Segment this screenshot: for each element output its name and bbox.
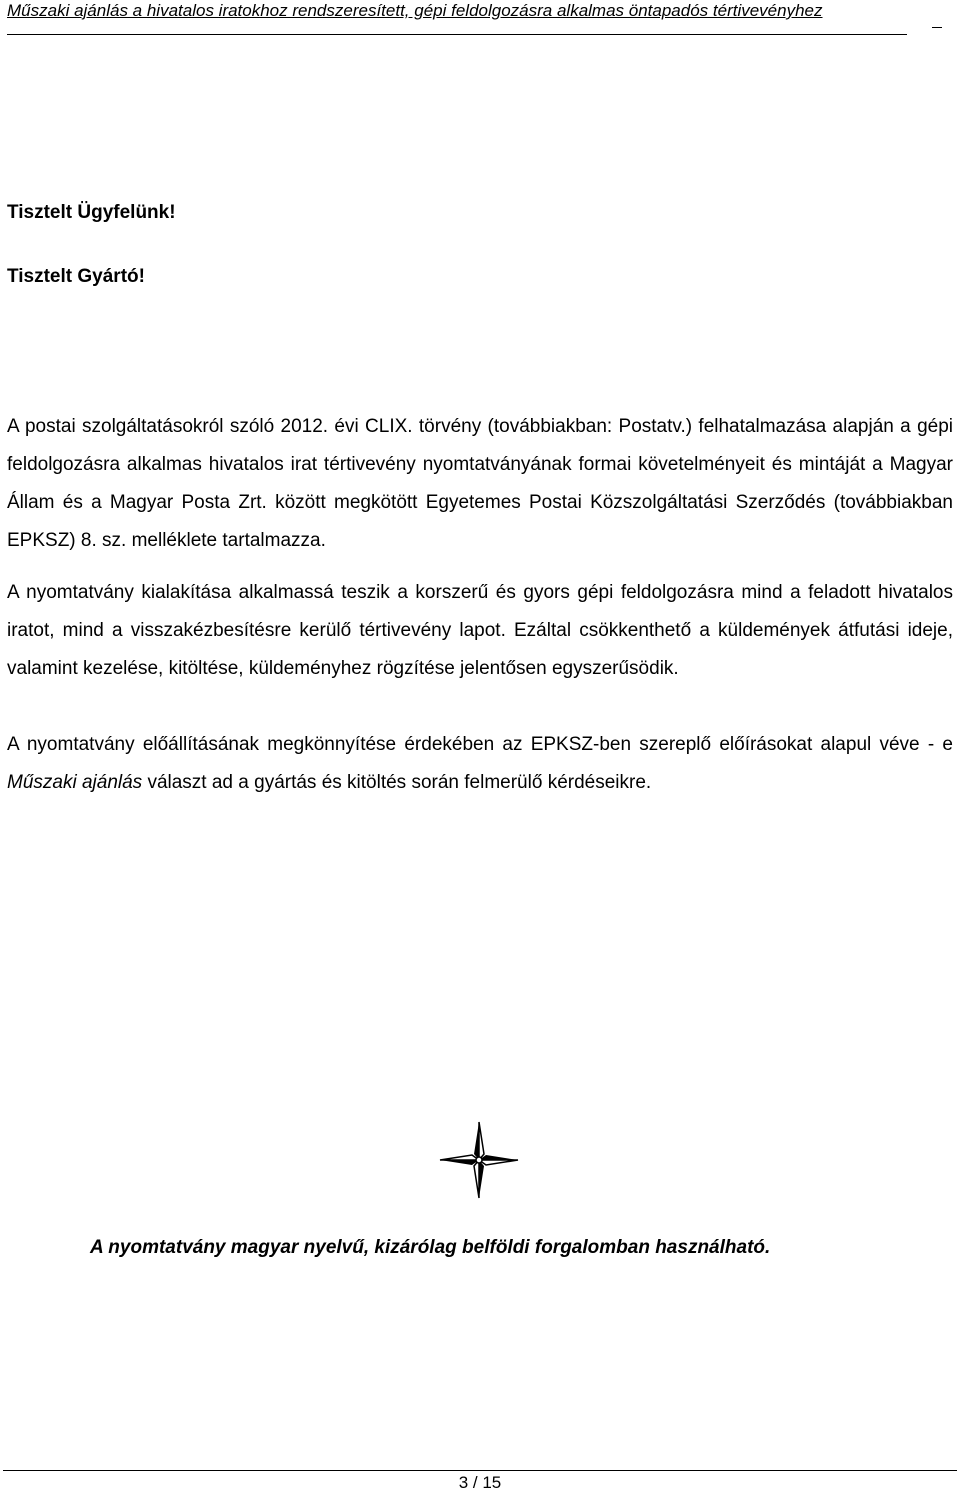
paragraph-3 xyxy=(7,726,953,802)
paragraph-legal-basis xyxy=(7,408,953,560)
salutation-customer: Tisztelt Ügyfelünk! xyxy=(7,202,176,223)
paragraph-1: A postai szolgáltatásokról szóló 2012. évi CLIX. törvény (továbbiakban: Postatv.) felhatalmazása alapján a gépi feldolgozásra alkalmas hivatalos irat tértivevény nyomtatványának formai követelményeit és mintáját a Magyar Állam és a Magyar Posta Zrt. között megkötött Egyetemes Postai Közszolgáltatási Szerződés (továbbiakban EPKSZ) 8. sz. melléklete tartalmazza. xyxy=(7,416,953,551)
paragraph-3-start: A nyomtatvány előállításának megkönnyítése érdekében az EPKSZ-ben szereplő előírásokat alapul véve - e xyxy=(7,734,953,755)
usage-notice: A nyomtatvány magyar nyelvű, kizárólag belföldi forgalomban használható. xyxy=(90,1237,771,1258)
paragraph-purpose xyxy=(7,726,953,802)
header-title: Műszaki ajánlás a hivatalos iratokhoz rendszeresített, gépi feldolgozásra alkalmas öntapadós tértivevényhez xyxy=(7,1,823,20)
salutation-manufacturer: Tisztelt Gyártó! xyxy=(7,266,145,287)
paragraph-2: A nyomtatvány kialakítása alkalmassá teszik a korszerű és gyors gépi feldolgozásra mind a feladott hivatalos iratot, mind a visszakézbesítésre kerülő tértivevény lapot. Ezáltal csökkenthető a küldemények átfutási ideje, valamint kezelése, kitöltése, küldeményhez rögzítése jelentősen egyszerűsödik. xyxy=(7,582,953,679)
compass-rose-icon xyxy=(438,1120,520,1200)
paragraph-3-end: választ ad a gyártás és kitöltés során felmerülő kérdéseikre. xyxy=(142,772,652,793)
paragraph-form-design xyxy=(7,574,953,688)
header-mark xyxy=(932,27,942,28)
footer-divider xyxy=(3,1470,957,1471)
paragraph-3-emphasis: Műszaki ajánlás xyxy=(7,772,143,793)
page-number: 3 / 15 xyxy=(458,1473,502,1492)
page-header xyxy=(7,0,907,35)
